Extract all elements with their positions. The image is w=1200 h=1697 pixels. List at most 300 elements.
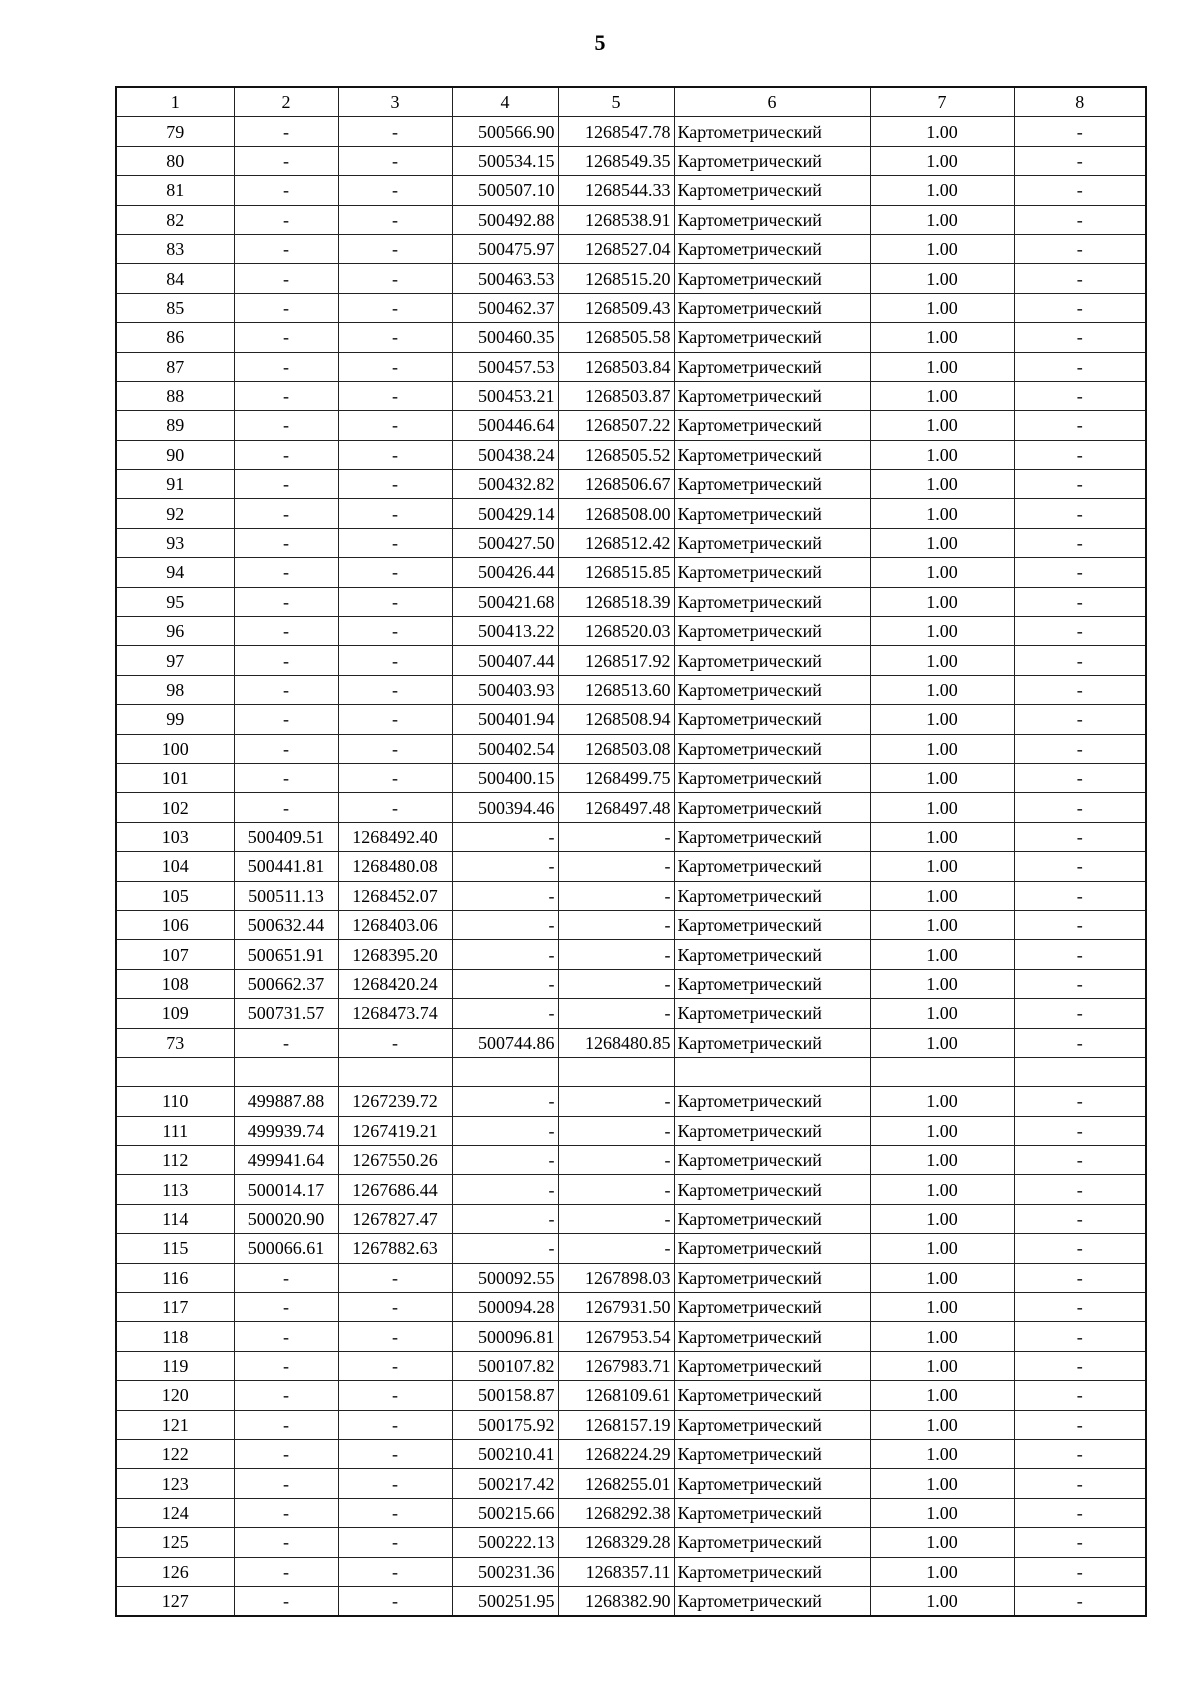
point-number-cell: 127	[116, 1586, 234, 1616]
method-cell: Картометрический	[674, 734, 870, 763]
column-header: 3	[338, 87, 452, 117]
accuracy-cell: 1.00	[870, 1322, 1014, 1351]
new-y-cell: 1268255.01	[558, 1469, 674, 1498]
table-body	[116, 117, 1146, 1616]
old-y-cell: -	[338, 734, 452, 763]
old-y-cell: -	[338, 1528, 452, 1557]
table-row	[116, 264, 1146, 293]
point-number-cell: 94	[116, 558, 234, 587]
description-cell: -	[1014, 881, 1146, 910]
old-y-cell: -	[338, 617, 452, 646]
description-cell: -	[1014, 1322, 1146, 1351]
table-row	[116, 734, 1146, 763]
table-row	[116, 1351, 1146, 1380]
new-y-cell: 1268109.61	[558, 1381, 674, 1410]
old-y-cell: -	[338, 1557, 452, 1586]
old-y-cell: -	[338, 793, 452, 822]
method-cell: Картометрический	[674, 381, 870, 410]
method-cell: Картометрический	[674, 1557, 870, 1586]
new-x-cell: -	[452, 1146, 558, 1175]
method-cell: Картометрический	[674, 763, 870, 792]
new-y-cell: 1268547.78	[558, 117, 674, 146]
description-cell: -	[1014, 470, 1146, 499]
table-row	[116, 675, 1146, 704]
point-number-cell: 82	[116, 205, 234, 234]
old-y-cell: -	[338, 1322, 452, 1351]
accuracy-cell: 1.00	[870, 176, 1014, 205]
description-cell: -	[1014, 411, 1146, 440]
accuracy-cell: 1.00	[870, 440, 1014, 469]
old-x-cell: -	[234, 1469, 338, 1498]
column-header: 6	[674, 87, 870, 117]
table-row	[116, 234, 1146, 263]
new-x-cell: 500744.86	[452, 1028, 558, 1057]
description-cell: -	[1014, 352, 1146, 381]
column-header: 4	[452, 87, 558, 117]
table-row	[116, 1439, 1146, 1468]
table-row	[116, 1410, 1146, 1439]
description-cell: -	[1014, 1469, 1146, 1498]
description-cell: -	[1014, 1087, 1146, 1116]
new-y-cell: -	[558, 881, 674, 910]
new-x-cell: 500457.53	[452, 352, 558, 381]
description-cell: -	[1014, 1439, 1146, 1468]
new-x-cell: 500175.92	[452, 1410, 558, 1439]
point-number-cell: 110	[116, 1087, 234, 1116]
method-cell: Картометрический	[674, 205, 870, 234]
new-y-cell: 1268292.38	[558, 1498, 674, 1527]
accuracy-cell: 1.00	[870, 411, 1014, 440]
table-row	[116, 1557, 1146, 1586]
description-cell: -	[1014, 499, 1146, 528]
table-row	[116, 1381, 1146, 1410]
method-cell: Картометрический	[674, 352, 870, 381]
accuracy-cell: 1.00	[870, 558, 1014, 587]
old-x-cell: -	[234, 1498, 338, 1527]
accuracy-cell: 1.00	[870, 1410, 1014, 1439]
new-x-cell	[452, 1057, 558, 1086]
old-y-cell: -	[338, 587, 452, 616]
table-row	[116, 1263, 1146, 1292]
new-x-cell: 500462.37	[452, 293, 558, 322]
accuracy-cell: 1.00	[870, 910, 1014, 939]
old-y-cell: 1267419.21	[338, 1116, 452, 1145]
column-header: 5	[558, 87, 674, 117]
method-cell: Картометрический	[674, 617, 870, 646]
new-y-cell: 1268357.11	[558, 1557, 674, 1586]
point-number-cell: 85	[116, 293, 234, 322]
method-cell: Картометрический	[674, 822, 870, 851]
old-y-cell: -	[338, 293, 452, 322]
point-number-cell: 88	[116, 381, 234, 410]
old-x-cell: -	[234, 793, 338, 822]
old-x-cell: 500662.37	[234, 969, 338, 998]
new-x-cell: 500094.28	[452, 1293, 558, 1322]
new-y-cell: 1268517.92	[558, 646, 674, 675]
old-y-cell: 1267827.47	[338, 1204, 452, 1233]
new-y-cell: -	[558, 1146, 674, 1175]
new-y-cell: 1267931.50	[558, 1293, 674, 1322]
point-number-cell: 87	[116, 352, 234, 381]
table-row	[116, 763, 1146, 792]
point-number-cell: 106	[116, 910, 234, 939]
new-y-cell: 1268157.19	[558, 1410, 674, 1439]
old-y-cell: -	[338, 234, 452, 263]
new-x-cell: -	[452, 1087, 558, 1116]
page-number: 5	[594, 30, 606, 55]
old-y-cell: -	[338, 1586, 452, 1616]
new-y-cell: -	[558, 1175, 674, 1204]
accuracy-cell: 1.00	[870, 205, 1014, 234]
accuracy-cell: 1.00	[870, 646, 1014, 675]
old-y-cell: -	[338, 1293, 452, 1322]
description-cell	[1014, 1057, 1146, 1086]
description-cell: -	[1014, 440, 1146, 469]
point-number-cell: 126	[116, 1557, 234, 1586]
new-x-cell: 500426.44	[452, 558, 558, 587]
method-cell: Картометрический	[674, 1175, 870, 1204]
new-x-cell: 500210.41	[452, 1439, 558, 1468]
description-cell: -	[1014, 117, 1146, 146]
accuracy-cell: 1.00	[870, 969, 1014, 998]
table-row	[116, 470, 1146, 499]
old-y-cell: -	[338, 146, 452, 175]
accuracy-cell: 1.00	[870, 1498, 1014, 1527]
old-x-cell: -	[234, 1322, 338, 1351]
accuracy-cell: 1.00	[870, 1263, 1014, 1292]
new-y-cell: 1268544.33	[558, 176, 674, 205]
description-cell: -	[1014, 734, 1146, 763]
table-row	[116, 646, 1146, 675]
description-cell: -	[1014, 293, 1146, 322]
old-y-cell: 1267686.44	[338, 1175, 452, 1204]
table-row	[116, 1204, 1146, 1233]
new-x-cell: 500217.42	[452, 1469, 558, 1498]
table-row	[116, 1586, 1146, 1616]
old-x-cell: -	[234, 499, 338, 528]
new-x-cell: -	[452, 822, 558, 851]
new-x-cell: 500400.15	[452, 763, 558, 792]
new-y-cell: 1268329.28	[558, 1528, 674, 1557]
old-x-cell: -	[234, 646, 338, 675]
table-row	[116, 705, 1146, 734]
old-y-cell: 1267882.63	[338, 1234, 452, 1263]
old-x-cell: -	[234, 381, 338, 410]
coordinates-table	[115, 86, 1147, 1617]
description-cell: -	[1014, 381, 1146, 410]
accuracy-cell: 1.00	[870, 734, 1014, 763]
description-cell: -	[1014, 1586, 1146, 1616]
old-x-cell: -	[234, 293, 338, 322]
new-x-cell: 500402.54	[452, 734, 558, 763]
new-x-cell: 500429.14	[452, 499, 558, 528]
point-number-cell: 89	[116, 411, 234, 440]
accuracy-cell: 1.00	[870, 1028, 1014, 1057]
method-cell: Картометрический	[674, 940, 870, 969]
old-x-cell: -	[234, 234, 338, 263]
method-cell: Картометрический	[674, 1234, 870, 1263]
new-y-cell: 1268499.75	[558, 763, 674, 792]
new-x-cell: 500394.46	[452, 793, 558, 822]
point-number-cell: 91	[116, 470, 234, 499]
accuracy-cell: 1.00	[870, 793, 1014, 822]
old-x-cell: 500014.17	[234, 1175, 338, 1204]
table-row	[116, 587, 1146, 616]
description-cell: -	[1014, 999, 1146, 1028]
old-y-cell: -	[338, 1469, 452, 1498]
new-x-cell: 500492.88	[452, 205, 558, 234]
table-row	[116, 852, 1146, 881]
method-cell: Картометрический	[674, 646, 870, 675]
new-x-cell: -	[452, 1204, 558, 1233]
old-x-cell: -	[234, 205, 338, 234]
old-y-cell: -	[338, 1028, 452, 1057]
point-number-cell: 117	[116, 1293, 234, 1322]
old-x-cell: -	[234, 528, 338, 557]
table-row	[116, 1293, 1146, 1322]
method-cell: Картометрический	[674, 1116, 870, 1145]
point-number-cell: 98	[116, 675, 234, 704]
old-y-cell: 1268403.06	[338, 910, 452, 939]
new-x-cell: -	[452, 969, 558, 998]
new-y-cell: 1268505.52	[558, 440, 674, 469]
old-x-cell: -	[234, 1557, 338, 1586]
old-y-cell: -	[338, 205, 452, 234]
method-cell: Картометрический	[674, 323, 870, 352]
description-cell: -	[1014, 910, 1146, 939]
old-y-cell: -	[338, 763, 452, 792]
new-x-cell: 500421.68	[452, 587, 558, 616]
new-x-cell: 500413.22	[452, 617, 558, 646]
old-x-cell: -	[234, 264, 338, 293]
accuracy-cell: 1.00	[870, 881, 1014, 910]
point-number-cell: 95	[116, 587, 234, 616]
old-x-cell: 500651.91	[234, 940, 338, 969]
new-x-cell: 500251.95	[452, 1586, 558, 1616]
new-y-cell: 1268382.90	[558, 1586, 674, 1616]
old-y-cell: -	[338, 411, 452, 440]
new-x-cell: -	[452, 910, 558, 939]
old-y-cell: -	[338, 528, 452, 557]
table-row	[116, 940, 1146, 969]
new-x-cell: 500432.82	[452, 470, 558, 499]
old-x-cell: -	[234, 734, 338, 763]
description-cell: -	[1014, 793, 1146, 822]
old-x-cell: -	[234, 1293, 338, 1322]
description-cell: -	[1014, 205, 1146, 234]
point-number-cell: 109	[116, 999, 234, 1028]
new-y-cell: -	[558, 910, 674, 939]
old-y-cell: -	[338, 558, 452, 587]
method-cell: Картометрический	[674, 1028, 870, 1057]
old-y-cell: -	[338, 176, 452, 205]
old-x-cell: -	[234, 176, 338, 205]
accuracy-cell: 1.00	[870, 1175, 1014, 1204]
new-y-cell: 1268508.00	[558, 499, 674, 528]
method-cell: Картометрический	[674, 1381, 870, 1410]
point-number-cell: 122	[116, 1439, 234, 1468]
point-number-cell: 114	[116, 1204, 234, 1233]
new-x-cell: 500107.82	[452, 1351, 558, 1380]
point-number-cell: 120	[116, 1381, 234, 1410]
method-cell: Картометрический	[674, 1204, 870, 1233]
old-y-cell: -	[338, 470, 452, 499]
old-y-cell: -	[338, 264, 452, 293]
new-y-cell: 1268515.20	[558, 264, 674, 293]
old-x-cell: -	[234, 470, 338, 499]
accuracy-cell: 1.00	[870, 617, 1014, 646]
accuracy-cell: 1.00	[870, 940, 1014, 969]
accuracy-cell: 1.00	[870, 1439, 1014, 1468]
old-x-cell: -	[234, 705, 338, 734]
description-cell: -	[1014, 1175, 1146, 1204]
new-x-cell: 500475.97	[452, 234, 558, 263]
new-y-cell: 1268509.43	[558, 293, 674, 322]
old-x-cell: 499939.74	[234, 1116, 338, 1145]
accuracy-cell: 1.00	[870, 470, 1014, 499]
new-y-cell: 1268506.67	[558, 470, 674, 499]
description-cell: -	[1014, 176, 1146, 205]
new-y-cell: 1268513.60	[558, 675, 674, 704]
new-y-cell: 1268507.22	[558, 411, 674, 440]
new-y-cell: 1268515.85	[558, 558, 674, 587]
method-cell: Картометрический	[674, 587, 870, 616]
column-header: 1	[116, 87, 234, 117]
old-y-cell: -	[338, 705, 452, 734]
table-row	[116, 558, 1146, 587]
new-x-cell: -	[452, 1175, 558, 1204]
method-cell: Картометрический	[674, 440, 870, 469]
table-header-row	[116, 87, 1146, 117]
new-x-cell: 500407.44	[452, 646, 558, 675]
old-x-cell: 500511.13	[234, 881, 338, 910]
point-number-cell: 113	[116, 1175, 234, 1204]
old-y-cell: 1268480.08	[338, 852, 452, 881]
accuracy-cell: 1.00	[870, 323, 1014, 352]
new-y-cell: 1267983.71	[558, 1351, 674, 1380]
old-x-cell: -	[234, 587, 338, 616]
method-cell: Картометрический	[674, 1322, 870, 1351]
accuracy-cell: 1.00	[870, 117, 1014, 146]
method-cell: Картометрический	[674, 1293, 870, 1322]
description-cell: -	[1014, 646, 1146, 675]
new-y-cell: -	[558, 940, 674, 969]
point-number-cell: 73	[116, 1028, 234, 1057]
method-cell: Картометрический	[674, 499, 870, 528]
old-x-cell: 499887.88	[234, 1087, 338, 1116]
old-y-cell: 1267239.72	[338, 1087, 452, 1116]
description-cell: -	[1014, 822, 1146, 851]
old-x-cell: -	[234, 558, 338, 587]
new-y-cell: -	[558, 969, 674, 998]
old-x-cell: -	[234, 411, 338, 440]
old-x-cell: 500632.44	[234, 910, 338, 939]
table-row	[116, 440, 1146, 469]
description-cell: -	[1014, 323, 1146, 352]
description-cell: -	[1014, 587, 1146, 616]
table-row	[116, 352, 1146, 381]
table-row	[116, 1057, 1146, 1086]
description-cell: -	[1014, 617, 1146, 646]
table-row	[116, 117, 1146, 146]
point-number-cell: 90	[116, 440, 234, 469]
method-cell: Картометрический	[674, 705, 870, 734]
point-number-cell	[116, 1057, 234, 1086]
table-row	[116, 969, 1146, 998]
table-row	[116, 146, 1146, 175]
old-x-cell: -	[234, 1528, 338, 1557]
method-cell: Картометрический	[674, 999, 870, 1028]
point-number-cell: 86	[116, 323, 234, 352]
old-x-cell: -	[234, 1351, 338, 1380]
old-x-cell: -	[234, 1439, 338, 1468]
accuracy-cell: 1.00	[870, 1586, 1014, 1616]
old-y-cell: 1268492.40	[338, 822, 452, 851]
method-cell	[674, 1057, 870, 1086]
old-y-cell: -	[338, 499, 452, 528]
table-row	[116, 617, 1146, 646]
old-x-cell: 500409.51	[234, 822, 338, 851]
description-cell: -	[1014, 146, 1146, 175]
description-cell: -	[1014, 969, 1146, 998]
description-cell: -	[1014, 1557, 1146, 1586]
new-y-cell	[558, 1057, 674, 1086]
new-y-cell: 1268503.84	[558, 352, 674, 381]
accuracy-cell: 1.00	[870, 1293, 1014, 1322]
new-y-cell: -	[558, 1116, 674, 1145]
method-cell: Картометрический	[674, 470, 870, 499]
accuracy-cell: 1.00	[870, 852, 1014, 881]
description-cell: -	[1014, 1381, 1146, 1410]
old-y-cell: -	[338, 1351, 452, 1380]
new-y-cell: -	[558, 1087, 674, 1116]
new-x-cell: 500403.93	[452, 675, 558, 704]
old-x-cell: -	[234, 146, 338, 175]
description-cell: -	[1014, 1263, 1146, 1292]
accuracy-cell: 1.00	[870, 822, 1014, 851]
accuracy-cell: 1.00	[870, 1116, 1014, 1145]
new-y-cell: 1268508.94	[558, 705, 674, 734]
accuracy-cell: 1.00	[870, 763, 1014, 792]
method-cell: Картометрический	[674, 969, 870, 998]
description-cell: -	[1014, 1351, 1146, 1380]
new-x-cell: -	[452, 1234, 558, 1263]
method-cell: Картометрический	[674, 293, 870, 322]
accuracy-cell: 1.00	[870, 1234, 1014, 1263]
method-cell: Картометрический	[674, 675, 870, 704]
point-number-cell: 92	[116, 499, 234, 528]
description-cell: -	[1014, 1116, 1146, 1145]
new-y-cell: 1268503.08	[558, 734, 674, 763]
old-x-cell: -	[234, 1028, 338, 1057]
old-y-cell: -	[338, 381, 452, 410]
point-number-cell: 102	[116, 793, 234, 822]
method-cell: Картометрический	[674, 1586, 870, 1616]
description-cell: -	[1014, 852, 1146, 881]
new-y-cell: -	[558, 1234, 674, 1263]
accuracy-cell: 1.00	[870, 146, 1014, 175]
point-number-cell: 112	[116, 1146, 234, 1175]
old-y-cell	[338, 1057, 452, 1086]
point-number-cell: 121	[116, 1410, 234, 1439]
point-number-cell: 96	[116, 617, 234, 646]
method-cell: Картометрический	[674, 146, 870, 175]
accuracy-cell: 1.00	[870, 381, 1014, 410]
old-y-cell: -	[338, 440, 452, 469]
old-x-cell: -	[234, 1410, 338, 1439]
new-y-cell: 1268503.87	[558, 381, 674, 410]
description-cell: -	[1014, 1028, 1146, 1057]
